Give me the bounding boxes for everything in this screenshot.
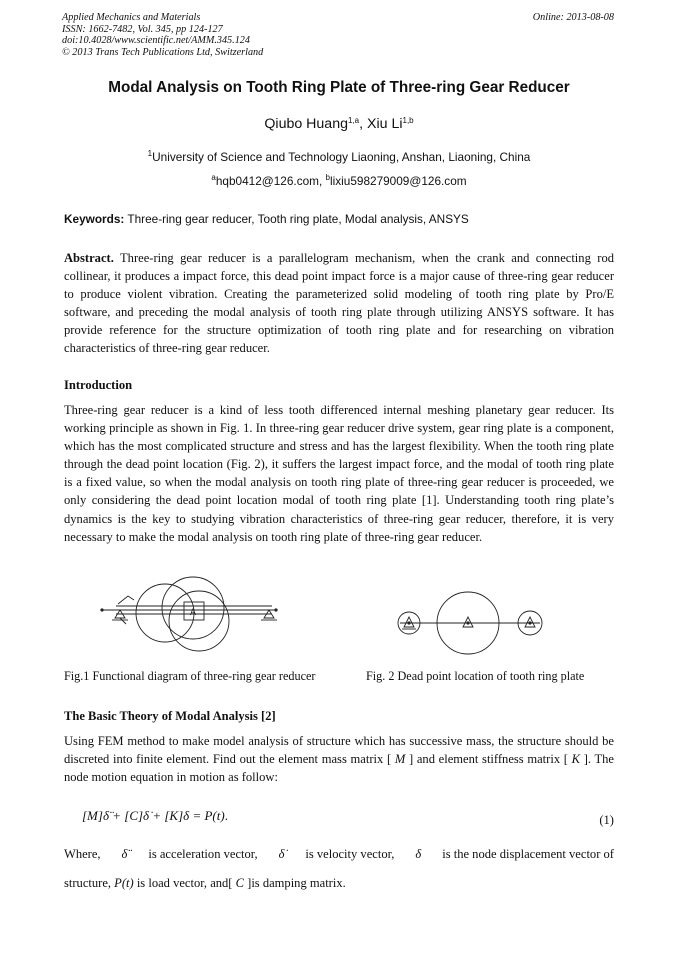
load-text: is load vector, and[: [133, 876, 233, 890]
affiliation: [0, 150, 678, 164]
basic-theory-heading: The Basic Theory of Modal Analysis [2]: [64, 709, 276, 723]
fig1-ring-right: [169, 591, 229, 651]
acceleration-symbol: δ̈: [121, 847, 128, 861]
basic-theory-part1: Using FEM method to make model analysis of structure which has successive mass, the structure should be discreted into finite element. Find out the element mass matrix [: [64, 734, 614, 767]
stiffness-matrix-symbol: K: [567, 752, 584, 767]
basic-theory-part2: ] and element stiffness matrix [: [408, 752, 568, 767]
journal-header: [62, 12, 263, 58]
fig1-label-a: A: [190, 607, 197, 617]
journal-name: Applied Mechanics and Materials: [62, 12, 201, 23]
equation-1: [82, 808, 228, 824]
where-line-1: [64, 845, 614, 863]
author-list: [0, 116, 678, 132]
keywords-label: Keywords:: [64, 212, 125, 226]
fig2-caption: Fig. 2 Dead point location of tooth ring plate: [366, 669, 585, 683]
affiliation-text: University of Science and Technology Liaoning, Anshan, Liaoning, China: [152, 150, 531, 164]
mass-matrix-symbol: M: [391, 752, 409, 767]
damping-text: ]is damping matrix.: [247, 876, 346, 890]
author-1: Qiubo Huang: [264, 116, 348, 132]
abstract-text: Three-ring gear reducer is a parallelogram mechanism, when the crank and connecting rod collinear, it produces a impact force, this dead point impact force is a major cause of three-ring gear reducer to produce violent vibration. Creating the parameterized solid modeling of tooth ring plate by Pro/E software, and preceding the modal analysis of tooth ring plate through utilizing ANSYS software. It has provide reference for the structure optimization of tooth ring plate and for researching on vibration characteristics of three-ring gear reducer.: [64, 251, 614, 356]
email-b-marker: b: [325, 173, 330, 182]
author-1-affil: 1,a: [347, 116, 360, 125]
keywords-text: Three-ring gear reducer, Tooth ring plate, Modal analysis, ANSYS: [124, 212, 469, 226]
abstract-label: Abstract.: [64, 251, 114, 265]
acceleration-text: is acceleration vector,: [148, 847, 258, 861]
paper-title: Modal Analysis on Tooth Ring Plate of Three-ring Gear Reducer: [108, 79, 570, 96]
displacement-text: is the node displacement vector of: [442, 847, 614, 861]
where-line-2: [64, 876, 346, 891]
velocity-text: is velocity vector,: [305, 847, 395, 861]
author-2-affil: 1,b: [402, 116, 414, 125]
basic-theory-text: [64, 732, 614, 786]
equation-1-period: .: [224, 808, 228, 823]
displacement-symbol: δ: [415, 847, 422, 861]
affiliation-marker: 1: [147, 149, 153, 158]
introduction-text: Three-ring gear reducer is a kind of less tooth differenced internal meshing planetary gear reducer. Its working principle as shown in Fig. 1. In three-ring gear reducer drive system, gear ring plate is a component, which has the most complicated structure and stress and has the largest flexibility. When the tooth ring plate through the dead point location (Fig. 2), it suffers the largest impact force, and the modal of tooth ring plate is a fixed value, so when the modal analysis on tooth ring plate of three-ring gear reducer is proceeded, we only considering the dead point location modal of tooth ring plate [1]. Understanding tooth ring plate’s dynamics is the key to studying vibration characteristics of three-ring gear reducer, therefore, it is very necessary to make the modal analysis on tooth ring plate of three-ring gear reducer.: [64, 403, 614, 544]
damping-symbol: C: [232, 876, 248, 890]
equation-1-body: [M]δ̈ + [C]δ̇ + [K]δ = P(t): [82, 808, 225, 823]
basic-theory-part3: ]. The node motion equation in motion as follow:: [64, 752, 615, 785]
author-emails: [0, 174, 678, 188]
fig2-diagram: [394, 590, 554, 660]
journal-doi: doi:10.4028/www.scientific.net/AMM.345.124: [62, 35, 250, 47]
where-label: Where,: [64, 847, 101, 861]
journal-copyright: © 2013 Trans Tech Publications Ltd, Switzerland: [62, 46, 264, 58]
where-structure: structure,: [64, 876, 115, 890]
abstract: [64, 249, 614, 358]
journal-issn: ISSN: 1662-7482, Vol. 345, pp 124-127: [62, 23, 223, 35]
fig1-diagram: [96, 566, 296, 662]
author-2: Xiu Li: [367, 116, 403, 132]
email-a-marker: a: [211, 173, 216, 182]
email-a: hqb0412@126.com,: [215, 174, 326, 188]
keywords: [64, 212, 469, 226]
velocity-symbol: δ̇: [278, 847, 285, 861]
load-symbol: P(t): [114, 876, 134, 890]
fig1-caption: Fig.1 Functional diagram of three-ring gear reducer: [64, 669, 316, 683]
equation-1-number: (1): [599, 813, 614, 827]
online-date: Online: 2013-08-08: [532, 12, 614, 23]
email-b: lixiu598279009@126.com: [330, 174, 467, 188]
fig1-ring-left: [136, 584, 197, 642]
introduction-heading: Introduction: [64, 378, 133, 392]
author-separator: ,: [359, 116, 367, 132]
